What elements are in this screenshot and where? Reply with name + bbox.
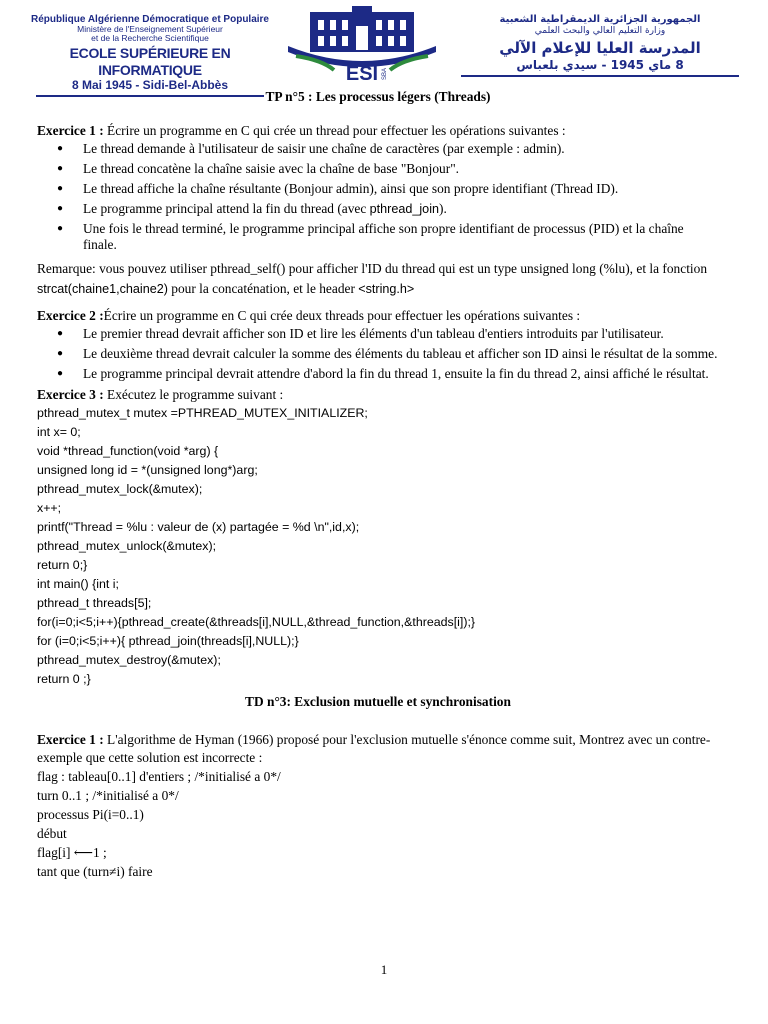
tp-ex3-code <box>37 404 719 689</box>
code-line: pthread_mutex_lock(&mutex); <box>37 482 203 496</box>
tp-ex3-intro-text: Exécutez le programme suivant : <box>103 387 284 402</box>
header-republic: République Algérienne Démocratique et Populaire <box>30 14 269 25</box>
tp-ex3-intro <box>37 386 719 404</box>
list-item-text: Le programme principal attend la fin du thread (avec <box>83 201 370 216</box>
spacer <box>37 299 719 307</box>
code-line: for(i=0;i<5;i++){pthread_create(&threads[i],NULL,&thread_function,&threads[i]);} <box>37 615 476 629</box>
td-title: TD n°3: Exclusion mutuelle et synchronisation <box>245 694 511 709</box>
list-item-end: ). <box>439 201 447 216</box>
code-line: return 0 ;} <box>37 672 91 686</box>
code-line: pthread_t threads[5]; <box>37 596 152 610</box>
tp-ex1-label: Exercice 1 : <box>37 123 104 138</box>
list-item: ● Le deuxième thread devrait calculer la somme des éléments du tableau et afficher son ID ainsi le résultat de la somme. <box>37 346 719 362</box>
list-item: ● Le programme principal devrait attendre d'abord la fin du thread 1, ensuite la fin du thread 2, ainsi affiché le résultat. <box>37 366 719 382</box>
tp-ex2-intro <box>37 307 719 325</box>
list-item <box>37 201 719 217</box>
header-right-block <box>455 14 745 77</box>
tp-ex1-intro-text: Écrire un programme en C qui crée un thread pour effectuer les opérations suivantes : <box>103 123 566 138</box>
td-ex1-intro-text: L'algorithme de Hyman (1966) proposé pour l'exclusion mutuelle s'énonce comme suit, Montrez avec un contre-exemple que cette solution est incorrecte : <box>37 732 711 765</box>
header-school-name-ar: المدرسة العليا للإعلام الآلي <box>499 39 701 57</box>
remark-text-1: Remarque: vous pouvez utiliser pthread_self() pour afficher l'ID du thread qui est un type unsigned long (%lu), et la fonction <box>37 261 708 276</box>
tp-ex1-intro <box>37 122 719 140</box>
header-ministry-ar: وزارة التعليم العالي والبحث العلمي <box>534 26 666 36</box>
algo-line: flag : tableau[0..1] d'entiers ; /*initialisé a 0*/ <box>37 769 281 784</box>
code-line: pthread_mutex_unlock(&mutex); <box>37 539 217 553</box>
tp-ex2-list <box>37 326 719 382</box>
header-left-block <box>30 14 270 97</box>
tp-ex2-label: Exercice 2 : <box>37 308 104 323</box>
esi-logo <box>282 6 442 88</box>
code-line: pthread_mutex_t mutex =PTHREAD_MUTEX_INITIALIZER; <box>37 406 368 420</box>
logo-sub: SBA <box>382 67 388 80</box>
logo-text: ESI <box>345 63 379 85</box>
list-item-code: pthread_join <box>369 202 439 216</box>
tp-ex1-list <box>37 141 719 253</box>
tp-ex3-label: Exercice 3 : <box>37 387 104 402</box>
code-line: printf("Thread = %lu : valeur de (x) partagée = %d \n",id,x); <box>37 520 360 534</box>
header-school-place: 8 Mai 1945 - Sidi-Bel-Abbès <box>71 78 229 92</box>
page-header <box>0 0 768 90</box>
page-number: 1 <box>380 962 388 977</box>
tp-ex2-intro-text: Écrire un programme en C qui crée deux threads pour effectuer les opérations suivantes : <box>103 308 581 323</box>
remark-code-1: strcat(chaine1,chaine2) <box>37 282 168 296</box>
header-republic-ar: الجمهورية الجزائرية الديمقراطية الشعبية <box>499 14 701 25</box>
code-line: int main() {int i; <box>37 577 119 591</box>
remark-text-2: pour la concaténation, et le header <box>167 281 359 296</box>
header-ministry: Ministère de l'Enseignement Supérieur <box>77 24 223 34</box>
list-item: ● Le thread demande à l'utilisateur de saisir une chaîne de caractères (par exemple : admin). <box>37 141 719 157</box>
list-item: ● Le thread concatène la chaîne saisie avec la chaîne de base "Bonjour". <box>37 161 719 177</box>
td-ex1-algorithm <box>37 767 719 881</box>
esi-logo-graphic <box>282 6 442 88</box>
tp-title: TP n°5 : Les processus légers (Threads) <box>265 89 491 104</box>
algo-line: tant que (turn≠i) faire <box>37 864 153 879</box>
header-school-name: ECOLE SUPÉRIEURE EN INFORMATIQUE <box>69 45 231 78</box>
list-item: ● Le thread affiche la chaîne résultante (Bonjour admin), ainsi que son propre identifiant (Thread ID). <box>37 181 719 197</box>
code-line: return 0;} <box>37 558 88 572</box>
list-item: ● Le premier thread devrait afficher son ID et lire les éléments d'un tableau d'entiers introduits par l'utilisateur. <box>37 326 719 342</box>
algo-line: processus Pi(i=0..1) <box>37 807 144 822</box>
header-right-rule <box>461 75 739 77</box>
code-line: pthread_mutex_destroy(&mutex); <box>37 653 221 667</box>
algo-line: début <box>37 826 67 841</box>
td-ex1-intro <box>37 731 719 767</box>
list-item: ● Une fois le thread terminé, le programme principal affiche son propre identifiant de processus (PID) et la chaîne finale. <box>37 221 719 253</box>
algo-line: turn 0..1 ; /*initialisé a 0*/ <box>37 788 179 803</box>
td-ex1-label: Exercice 1 : <box>37 732 104 747</box>
tp-remark <box>37 259 719 299</box>
header-ministry-2: et de la Recherche Scientifique <box>91 33 209 43</box>
algo-line: flag[i] ⟵1 ; <box>37 845 107 860</box>
code-line: unsigned long id = *(unsigned long*)arg; <box>37 463 258 477</box>
remark-code-2: <string.h> <box>358 282 415 296</box>
header-school-place-ar: 8 ماي 1945 - سيدي بلعباس <box>516 58 684 72</box>
document-body <box>37 88 719 881</box>
code-line: int x= 0; <box>37 425 81 439</box>
code-line: for (i=0;i<5;i++){ pthread_join(threads[i],NULL);} <box>37 634 299 648</box>
code-line: void *thread_function(void *arg) { <box>37 444 219 458</box>
code-line: x++; <box>37 501 62 515</box>
